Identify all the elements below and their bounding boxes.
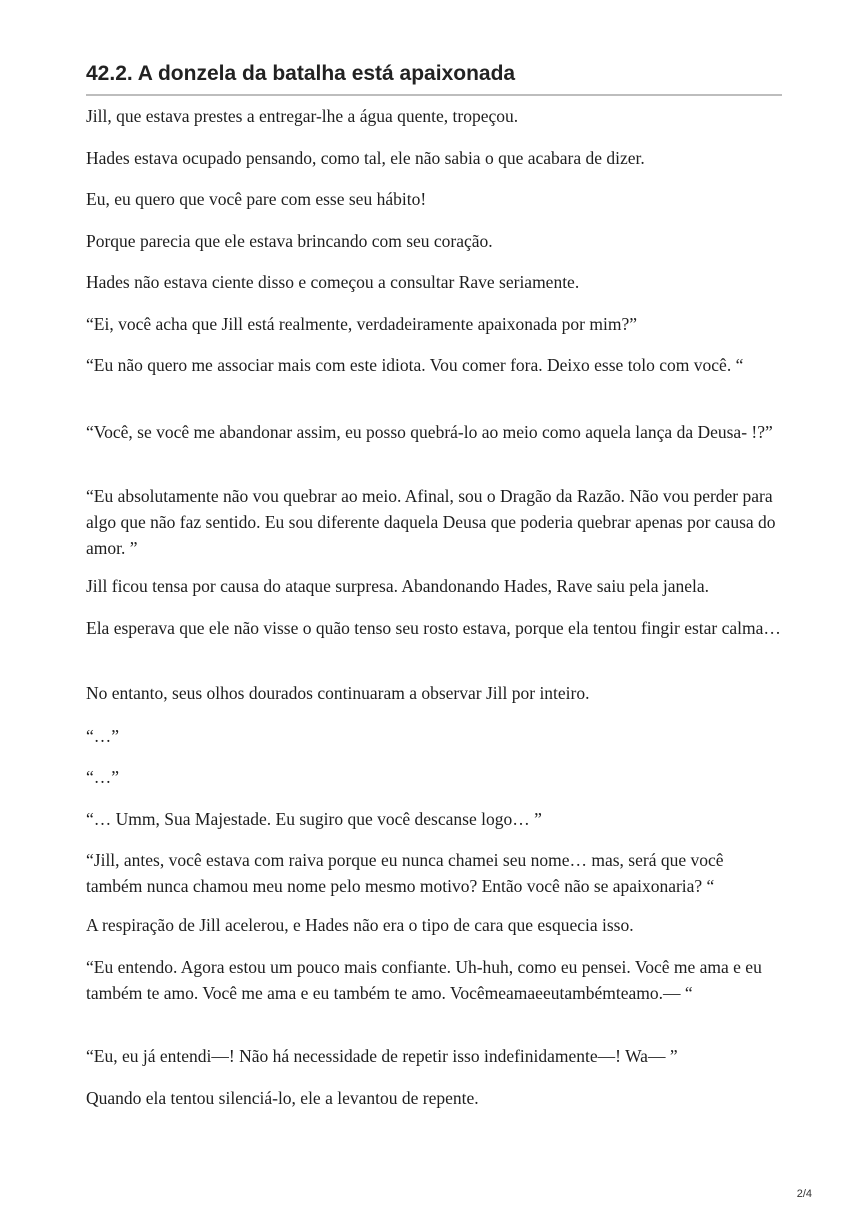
paragraph: “Eu absolutamente não vou quebrar ao meio. Afinal, sou o Dragão da Razão. Não vou perder para algo que não faz sentido. Eu sou diferente daquela Deusa que poderia quebrar apenas por causa do amor. ” [86,486,776,558]
paragraph: No entanto, seus olhos dourados continuaram a observar Jill por inteiro. [86,683,590,703]
paragraph: Ela esperava que ele não visse o quão tenso seu rosto estava, porque ela tentou fingir estar calma… [86,618,781,638]
paragraph: “… Umm, Sua Majestade. Eu sugiro que você descanse logo… ” [86,809,542,829]
page-number: 2/4 [796,1188,812,1200]
paragraph: “Eu não quero me associar mais com este idiota. Vou comer fora. Deixo esse tolo com você. “ [86,355,744,375]
paragraph: Hades estava ocupado pensando, como tal, ele não sabia o que acabara de dizer. [86,148,645,168]
paragraph: A respiração de Jill acelerou, e Hades não era o tipo de cara que esquecia isso. [86,915,634,935]
paragraph: Porque parecia que ele estava brincando com seu coração. [86,231,493,251]
paragraph: Jill ficou tensa por causa do ataque surpresa. Abandonando Hades, Rave saiu pela janela. [86,576,709,596]
paragraph: “Eu, eu já entendi—! Não há necessidade de repetir isso indefinidamente—! Wa— ” [86,1046,678,1066]
chapter-title: 42.2. A donzela da batalha está apaixonada [86,60,782,96]
paragraph: “Eu entendo. Agora estou um pouco mais confiante. Uh-huh, como eu pensei. Você me ama e eu também te amo. Você me ama e eu também te amo. Vocêmeamaeeutambémteamo.— “ [86,957,762,1003]
paragraph: Eu, eu quero que você pare com esse seu hábito! [86,189,427,209]
paragraph: “…” [86,767,120,787]
paragraph: Jill, que estava prestes a entregar-lhe a água quente, tropeçou. [86,106,519,126]
paragraph: Quando ela tentou silenciá-lo, ele a levantou de repente. [86,1088,479,1108]
paragraph: “Ei, você acha que Jill está realmente, verdadeiramente apaixonada por mim?” [86,314,637,334]
paragraph: “…” [86,726,120,746]
paragraph: “Você, se você me abandonar assim, eu posso quebrá-lo ao meio como aquela lança da Deusa- !?” [86,422,773,442]
paragraph: Hades não estava ciente disso e começou a consultar Rave seriamente. [86,272,580,292]
paragraph: “Jill, antes, você estava com raiva porque eu nunca chamei seu nome… mas, será que você também nunca chamou meu nome pelo mesmo motivo? Então você não se apaixonaria? “ [86,850,724,896]
